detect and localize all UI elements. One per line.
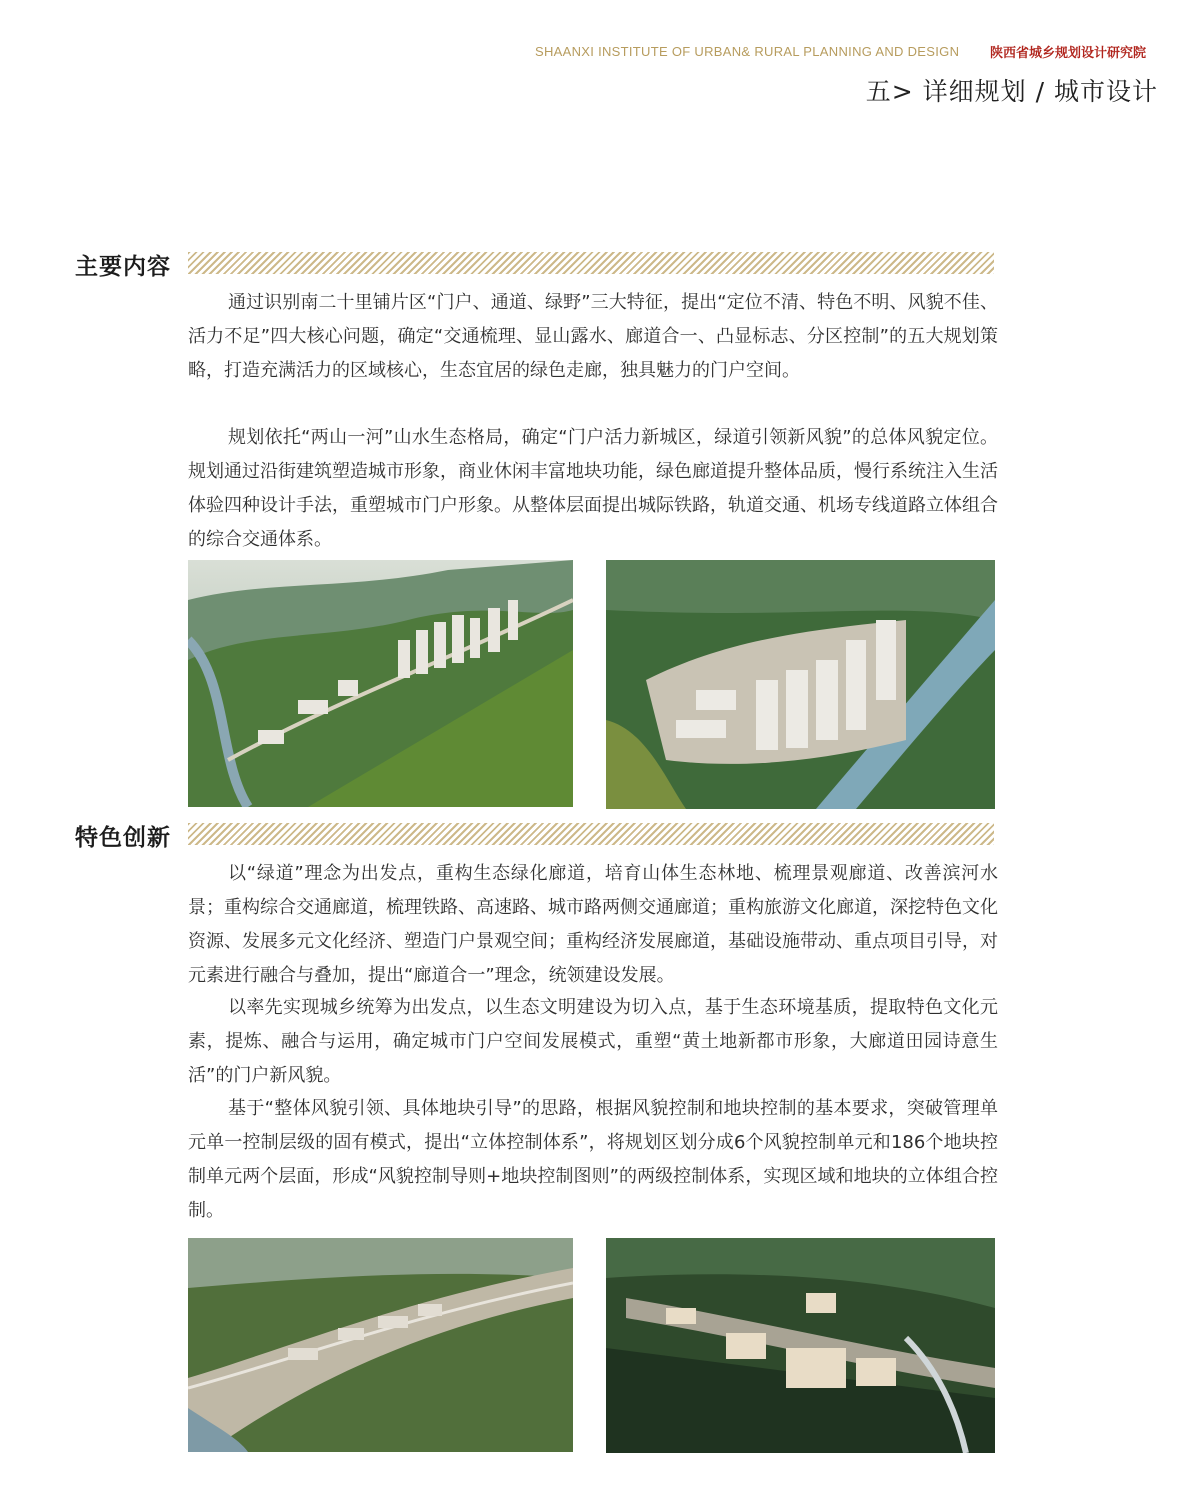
- paragraph: 规划依托“两山一河”山水生态格局，确定“门户活力新城区，绿道引领新风貌”的总体风貌定位。规划通过沿街建筑塑造城市形象，商业休闲丰富地块功能，绿色廊道提升整体品质，慢行系统注入生活体验四种设计手法，重塑城市门户形象。从整体层面提出城际铁路，轨道交通、机场专线道路立体组合的综合交通体系。: [188, 427, 998, 550]
- aerial-rendering-highway-corridor: [188, 1238, 573, 1452]
- section-title-innovation: 特色创新: [75, 825, 171, 851]
- section-title-main-content: 主要内容: [75, 254, 171, 280]
- section-divider-stripe: [188, 252, 994, 274]
- institute-name-chinese: 陕西省城乡规划设计研究院: [990, 46, 1147, 61]
- paragraph: 基于“整体风貌引领、具体地块引导”的思路，根据风貌控制和地块控制的基本要求，突破管理单元单一控制层级的固有模式，提出“立体控制体系”，将规划区划分成6个风貌控制单元和186个地块控制单元两个层面，形成“风貌控制导则+地块控制图则”的两级控制体系，实现区域和地块的立体组合控制。: [188, 1098, 998, 1221]
- aerial-rendering-riverside-towers: [606, 560, 995, 809]
- paragraph: 通过识别南二十里铺片区“门户、通道、绿野”三大特征，提出“定位不清、特色不明、风貌不佳、活力不足”四大核心问题，确定“交通梳理、显山露水、廊道合一、凸显标志、分区控制”的五大规划策略，打造充满活力的区域核心，生态宜居的绿色走廊，独具魅力的门户空间。: [188, 292, 998, 381]
- section-divider-stripe: [188, 823, 994, 845]
- paragraph: 以“绿道”理念为出发点，重构生态绿化廊道，培育山体生态林地、梳理景观廊道、改善滨河水景；重构综合交通廊道，梳理铁路、高速路、城市路两侧交通廊道；重构旅游文化廊道，深挖特色文化资源、发展多元文化经济、塑造门户景观空间；重构经济发展廊道，基础设施带动、重点项目引导，对元素进行融合与叠加，提出“廊道合一”理念，统领建设发展。: [188, 863, 998, 986]
- institute-name-english: SHAANXI INSTITUTE OF URBAN& RURAL PLANNING AND DESIGN: [535, 44, 960, 59]
- aerial-rendering-cultural-quarter: [606, 1238, 995, 1453]
- aerial-rendering-hillside-district: [188, 560, 573, 807]
- chapter-title: 五> 详细规划 / 城市设计: [865, 77, 1158, 106]
- paragraph: 以率先实现城乡统筹为出发点，以生态文明建设为切入点，基于生态环境基质，提取特色文化元素，提炼、融合与运用，确定城市门户空间发展模式，重塑“黄土地新都市形象，大廊道田园诗意生活”的门户新风貌。: [188, 997, 998, 1086]
